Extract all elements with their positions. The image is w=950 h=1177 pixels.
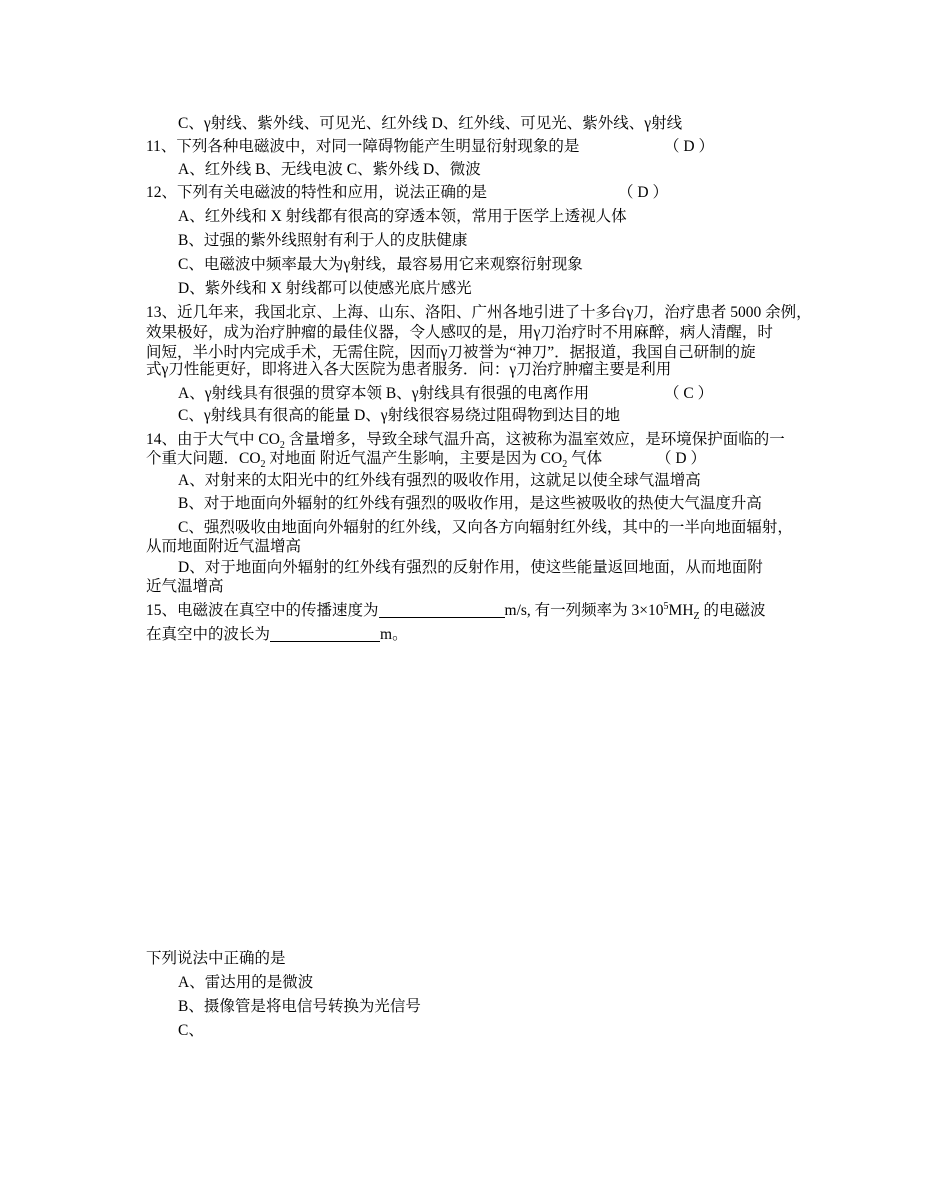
q14-option-c-line-2: 从而地面附近气温增高 <box>146 538 302 555</box>
q12-stem: 12、下列有关电磁波的特性和应用，说法正确的是 <box>146 184 488 201</box>
q13-answer: （ C ） <box>664 385 714 402</box>
q12-option-d: D、紫外线和 X 射线都可以使感光底片感光 <box>178 280 472 297</box>
q15-line-2: 在真空中的波长为 m。 <box>146 626 408 643</box>
q14-answer: （ D ） <box>656 450 706 467</box>
q14-line-2: 个重大问题．$CO_2$ 对地面 附近气温产生影响，主要是因为 $CO_2$ 气体 <box>146 450 603 471</box>
q14-option-c-line-1: C、强烈吸收由地面向外辐射的红外线，又向各方向辐射红外线，其中的一半向地面辐射， <box>178 519 793 536</box>
q13-line-1: 13、近几年来，我国北京、上海、山东、洛阳、广州各地引进了十多台γ刀，治疗患者 5000 余例， <box>146 304 812 321</box>
q13-line-3: 间短，半小时内完成手术，无需住院，因而γ刀被誉为“神刀”．据报道，我国自己研制的旋 <box>146 344 756 361</box>
q15-line-1: 15、电磁波在真空中的传播速度为 m/s, 有一列频率为 $3\times 10^5MH_Z$ 的电磁波 <box>146 600 766 623</box>
q15-blank-wavelength[interactable] <box>270 625 380 642</box>
q12-answer: （ D ） <box>618 184 668 201</box>
q16-option-c: C、 <box>178 1022 204 1039</box>
q13-options-cd: C、γ射线具有很高的能量 D、γ射线很容易绕过阻碍物到达目的地 <box>178 407 621 424</box>
q14-option-d-line-2: 近气温增高 <box>146 578 224 595</box>
q13-line-4: 式γ刀性能更好，即将进入各大医院为患者服务．问：γ刀治疗肿瘤主要是利用 <box>146 361 672 378</box>
q10-options-cd: C、γ射线、紫外线、可见光、红外线 D、红外线、可见光、紫外线、γ射线 <box>178 115 683 132</box>
q14-option-a: A、对射来的太阳光中的红外线有强烈的吸收作用，这就足以使全球气温增高 <box>178 472 701 489</box>
q11-answer: （ D ） <box>664 138 714 155</box>
q15-blank-speed[interactable] <box>379 601 505 618</box>
q14-option-d-line-1: D、对于地面向外辐射的红外线有强烈的反射作用，使这些能量返回地面，从而地面附 <box>178 559 763 576</box>
q14-line-1: 14、由于大气中 $CO_2$ 含量增多，导致全球气温升高，这被称为温室效应，是环境保护面临的一 <box>146 431 785 452</box>
q11-options: A、红外线 B、无线电波 C、紫外线 D、微波 <box>178 161 481 178</box>
q16-stem: 下列说法中正确的是 <box>146 950 286 967</box>
q16-option-b: B、摄像管是将电信号转换为光信号 <box>178 998 421 1015</box>
q12-option-b: B、过强的紫外线照射有利于人的皮肤健康 <box>178 232 468 249</box>
q14-option-b: B、对于地面向外辐射的红外线有强烈的吸收作用，是这些被吸收的热使大气温度升高 <box>178 495 762 512</box>
q11-stem: 11、下列各种电磁波中，对同一障碍物能产生明显衍射现象的是 <box>146 138 580 155</box>
q13-line-2: 效果极好，成为治疗肿瘤的最佳仪器，令人感叹的是，用γ刀治疗时不用麻醉，病人清醒，时 <box>146 324 773 341</box>
q16-option-a: A、雷达用的是微波 <box>178 974 314 991</box>
q12-option-a: A、红外线和 X 射线都有很高的穿透本领，常用于医学上透视人体 <box>178 208 627 225</box>
q13-options-ab: A、γ射线具有很强的贯穿本领 B、γ射线具有很强的电离作用 <box>178 385 590 402</box>
q12-option-c: C、电磁波中频率最大为γ射线，最容易用它来观察衍射现象 <box>178 256 583 273</box>
